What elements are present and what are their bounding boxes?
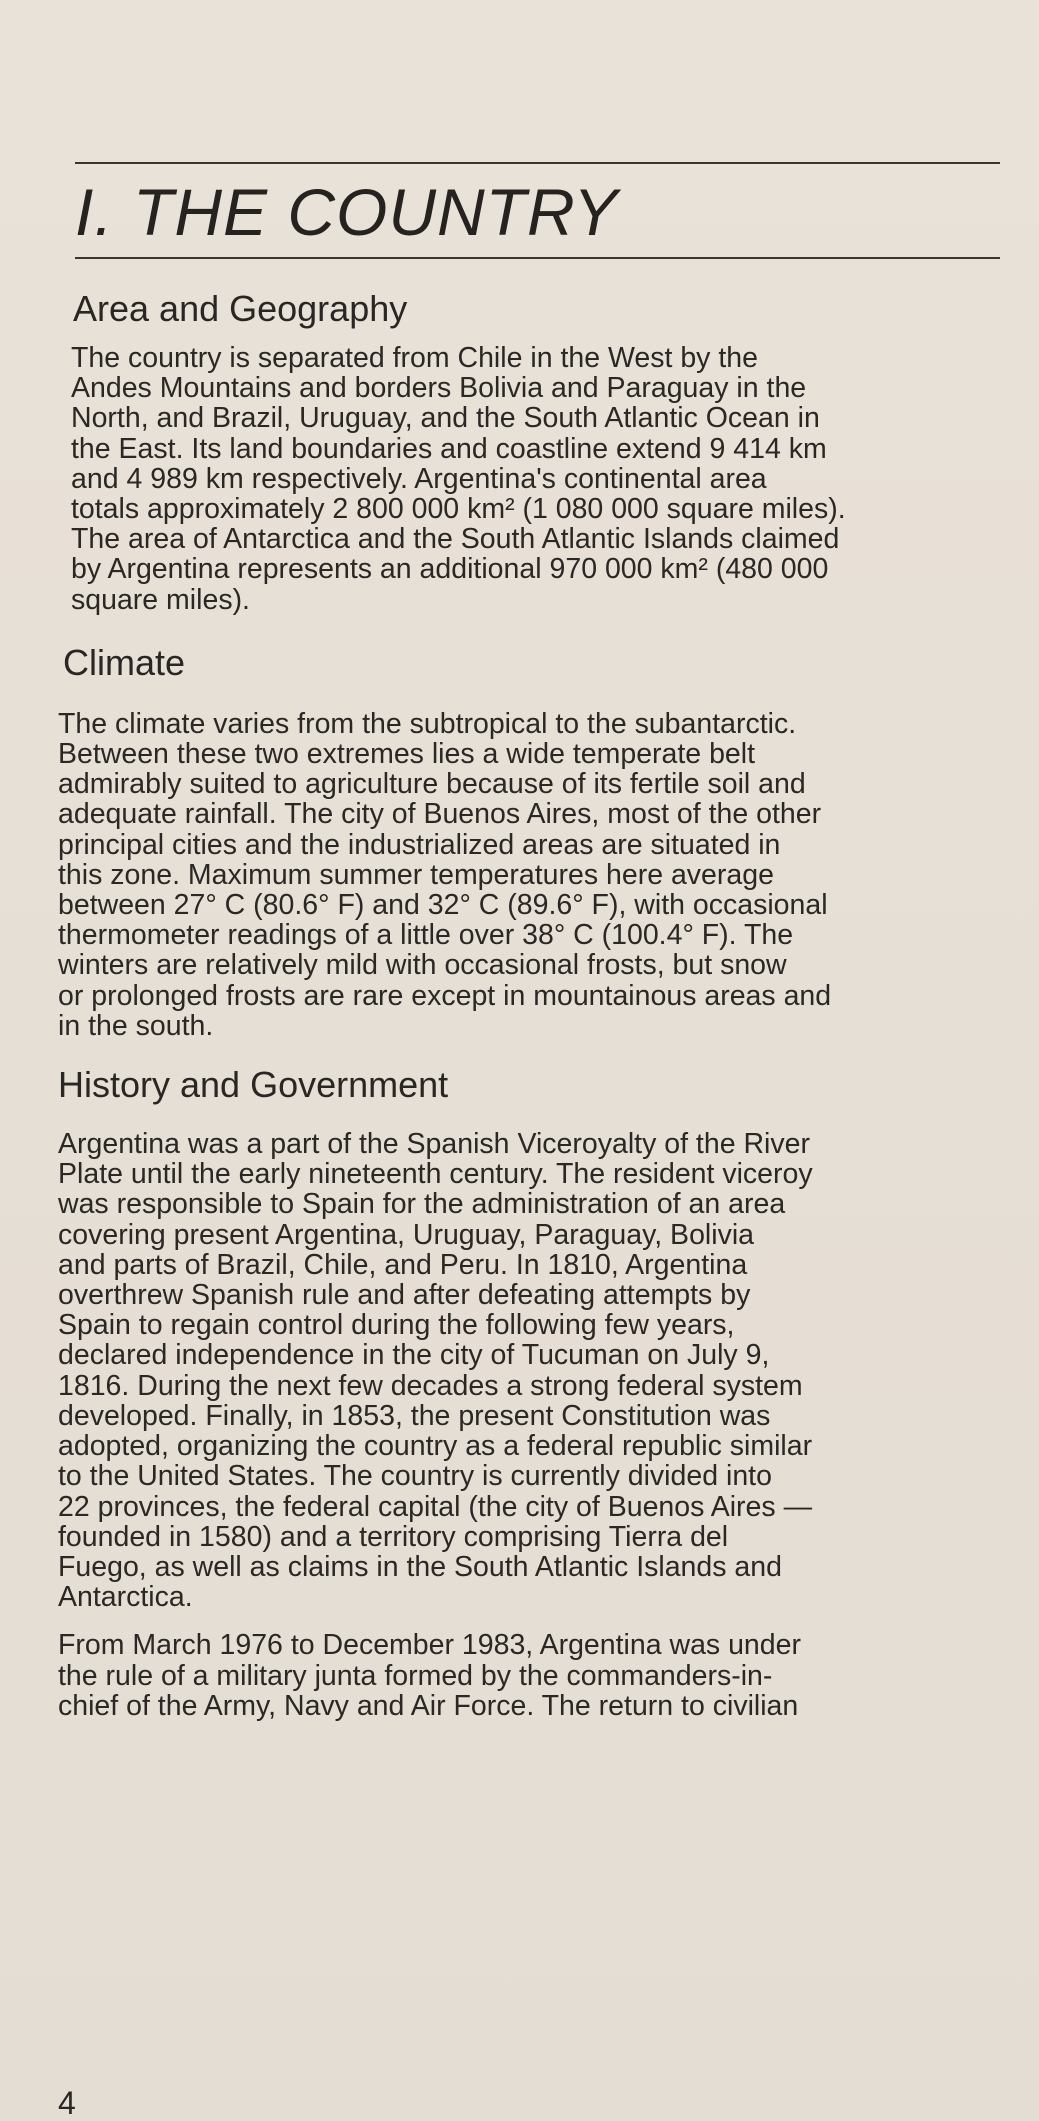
section-heading-history-and-government: History and Government	[58, 1064, 449, 1106]
section-heading-climate: Climate	[63, 641, 186, 683]
paragraph-military-junta: From March 1976 to December 1983, Argentina was under the rule of a military junta formed by the commanders-in- chief of the Army, Navy and Air Force. The return to civilian	[58, 1629, 801, 1722]
document-body	[58, 287, 1003, 1721]
paragraph-area-and-geography: The country is separated from Chile in the West by the Andes Mountains and borders Bolivia and Paraguay in the North, and Brazil, Uruguay, and the South Atlantic Ocean in the East. Its land boundaries and coastline extend 9 414 km and 4 989 km respectively. Argentina's continental area totals approximately 2 800 000 km² (1 080 000 square miles). The area of Antarctica and the South Atlantic Islands claimed by Argentina represents an additional 970 000 km² (480 000 square miles).	[71, 342, 846, 616]
section-heading-area-and-geography: Area and Geography	[73, 288, 408, 329]
paragraph-history: Argentina was a part of the Spanish Viceroyalty of the River Plate until the early nineteenth century. The resident viceroy was responsible to Spain for the administration of an area covering present Argentina, Uruguay, Paraguay, Bolivia and parts of Brazil, Chile, and Peru. In 1810, Argentina overthrew Spanish rule and after defeating attempts by Spain to regain control during the following few years, declared independence in the city of Tucuman on July 9, 1816. During the next few decades a strong federal system developed. Finally, in 1853, the present Constitution was adopted, organizing the country as a federal republic similar to the United States. The country is currently divided into 22 provinces, the federal capital (the city of Buenos Aires — founded in 1580) and a territory comprising Tierra del Fuego, as well as claims in the South Atlantic Islands and Antarctica.	[58, 1128, 813, 1614]
paragraph-climate: The climate varies from the subtropical to the subantarctic. Between these two extremes lies a wide temperate belt admirably suited to agriculture because of its fertile soil and adequate rainfall. The city of Buenos Aires, most of the other principal cities and the industrialized areas are situated in this zone. Maximum summer temperatures here average between 27° C (80.6° F) and 32° C (89.6° F), with occasional thermometer readings of a little over 38° C (100.4° F). The winters are relatively mild with occasional frosts, but snow or prolonged frosts are rare except in mountainous areas and in the south.	[58, 707, 832, 1042]
title-rule-bottom	[75, 257, 1000, 259]
chapter-title: I. THE COUNTRY	[75, 175, 619, 249]
title-rule-top	[75, 162, 1000, 164]
page-number: 4	[58, 2085, 76, 2121]
